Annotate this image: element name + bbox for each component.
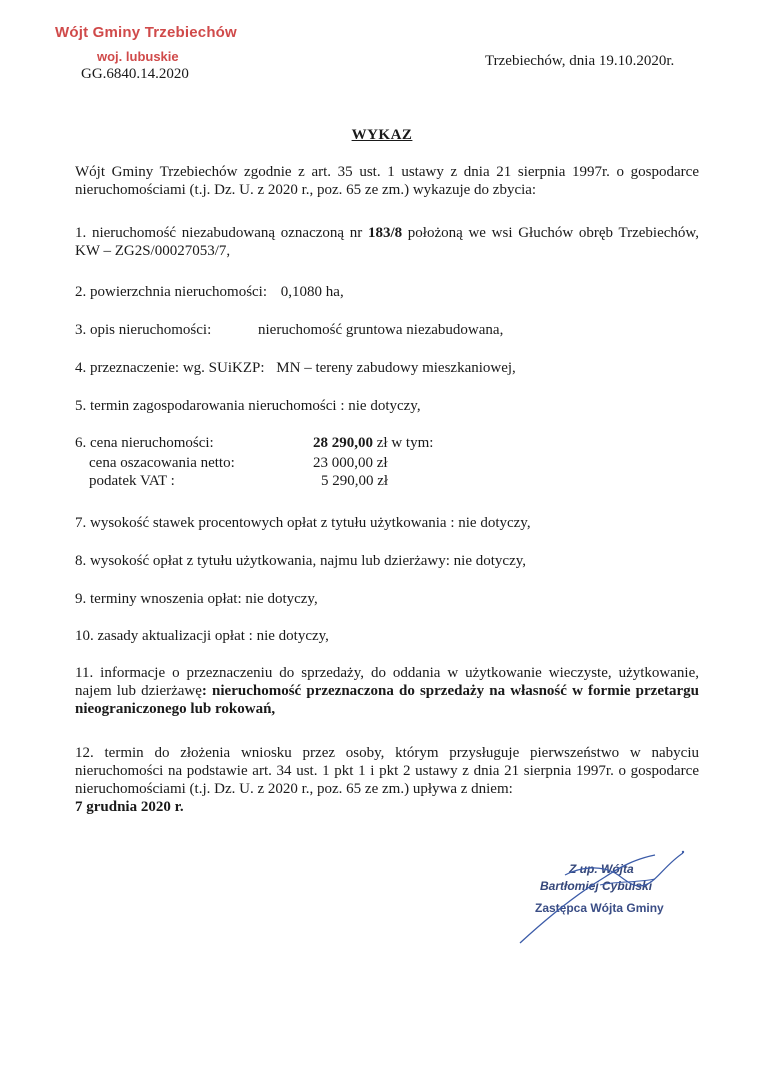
item-12-date: 7 grudnia 2020 r. xyxy=(75,799,184,815)
item-6-price xyxy=(313,434,433,452)
item-6-vat-label: podatek VAT : xyxy=(89,473,175,489)
stamp-line-3: Zastępca Wójta Gminy xyxy=(535,901,664,915)
item-11 xyxy=(75,664,699,718)
item-10: 10. zasady aktualizacji opłat : nie dotyczy, xyxy=(75,628,329,644)
item-4-label: 4. przeznaczenie: wg. SUiKZP: xyxy=(75,360,265,376)
item-4-value: MN – tereny zabudowy mieszkaniowej, xyxy=(276,360,516,376)
item-1-text-pre: 1. nieruchomość niezabudowaną oznaczoną nr xyxy=(75,225,368,241)
issuer-voivodeship: woj. lubuskie xyxy=(97,49,179,64)
item-3 xyxy=(75,321,504,339)
item-6-price-suffix: zł w tym: xyxy=(373,435,434,451)
item-4 xyxy=(75,359,516,377)
item-6-price-label: 6. cena nieruchomości: xyxy=(75,435,214,451)
document-title: WYKAZ xyxy=(351,127,413,143)
item-6-net-label: cena oszacowania netto: xyxy=(89,455,235,471)
signature-dot xyxy=(682,851,684,853)
item-7: 7. wysokość stawek procentowych opłat z tytułu użytkowania : nie dotyczy, xyxy=(75,515,531,531)
item-6-vat-value: 5 290,00 zł xyxy=(321,473,389,489)
item-9: 9. terminy wnoszenia opłat: nie dotyczy, xyxy=(75,591,318,607)
item-1 xyxy=(75,224,699,260)
handwritten-signature xyxy=(505,845,705,950)
intro-paragraph: Wójt Gminy Trzebiechów zgodnie z art. 35 ust. 1 ustawy z dnia 21 sierpnia 1997r. o gospodarce nieruchomościami (t.j. Dz. U. z 2020 r., poz. 65 ze zm.) wykazuje do zbycia: xyxy=(75,164,699,198)
item-11-bold-text: : nieruchomość przeznaczona do sprzedaży na własność w formie przetargu nieograniczonego lub rokowań, xyxy=(75,683,699,717)
item-5: 5. termin zagospodarowania nieruchomości : nie dotyczy, xyxy=(75,398,421,414)
item-12-text: 12. termin do złożenia wniosku przez osoby, którym przysługuje pierwszeństwo w nabyciu nieruchomości na podstawie art. 34 ust. 1 pkt 1 i pkt 2 ustawy z dnia 21 sierpnia 1997r. o gospodarce nieruchomościami (t.j. Dz. U. z 2020 r., poz. 65 ze zm.) upływa z dniem: xyxy=(75,745,699,797)
item-6-net-value: 23 000,00 zł xyxy=(313,455,388,471)
item-3-label: 3. opis nieruchomości: xyxy=(75,322,212,338)
item-1-text-post: położoną we wsi Głuchów obręb Trzebiechów, KW – ZG2S/00027053/7, xyxy=(75,225,699,259)
item-2 xyxy=(75,283,344,301)
case-number: GG.6840.14.2020 xyxy=(81,66,189,82)
item-2-value: 0,1080 ha, xyxy=(280,284,344,300)
item-11-text: 11. informacje o przeznaczeniu do sprzedaży, do oddania w użytkowanie wieczyste, użytkowanie, najem lub dzierżawę xyxy=(75,665,699,699)
item-12 xyxy=(75,744,699,816)
item-3-value: nieruchomość gruntowa niezabudowana, xyxy=(258,322,504,338)
issuer-name: Wójt Gminy Trzebiechów xyxy=(55,24,237,41)
item-2-label: 2. powierzchnia nieruchomości: xyxy=(75,284,268,300)
signature-stroke-loop xyxy=(565,853,683,886)
item-6-price-value: 28 290,00 xyxy=(313,435,373,451)
place-date: Trzebiechów, dnia 19.10.2020r. xyxy=(485,53,675,69)
stamp-line-1: Z up. Wójta xyxy=(569,862,634,876)
item-1-parcel-number: 183/8 xyxy=(367,225,403,241)
stamp-line-2: Bartłomiej Cybulski xyxy=(540,879,653,893)
item-8: 8. wysokość opłat z tytułu użytkowania, najmu lub dzierżawy: nie dotyczy, xyxy=(75,553,526,569)
